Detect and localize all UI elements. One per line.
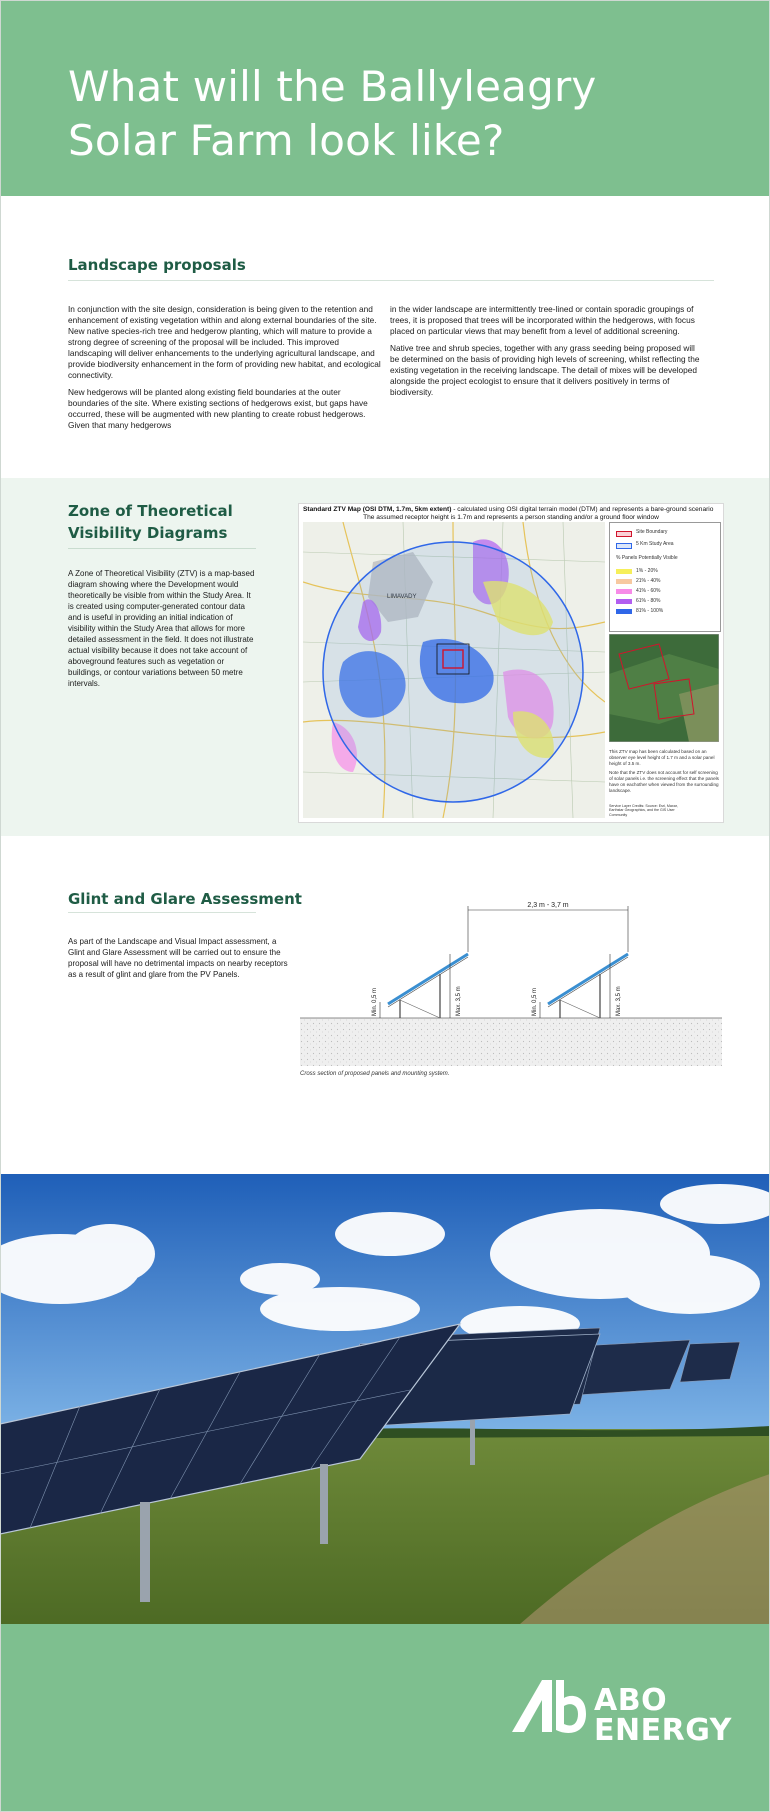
page-title: What will the Ballyleagry Solar Farm look like? (68, 62, 597, 165)
map-title-rest: - calculated using OSI digital terrain model (DTM) and represents a bare-ground scenario (451, 506, 714, 513)
min-height-label: Min. 0,5 m (372, 987, 378, 1016)
legend-heading: % Panels Potentially Visible (616, 555, 678, 561)
glint-title: Glint and Glare Assessment (68, 890, 302, 908)
paragraph: New hedgerows will be planted along existing field boundaries at the outer boundaries of the site. Where existing sections of hedgerows exist, but gaps have occurred, these will be augmented with new planting to create robust hedgerows. Given that many hedgerows (68, 387, 368, 430)
legend-study-area: 5 Km Study Area (636, 541, 674, 547)
glint-description: As part of the Landscape and Visual Impact assessment, a Glint and Glare Assessment will be carried out to ensure the proposal will have no detrimental impacts on nearby receptors as a result of glint and glare from the PV Panels. (68, 937, 288, 979)
max-height-label: Max. 3,5 m (456, 986, 462, 1016)
map-credit: Service Layer Credits: Source: Esri, Maxar, Earthstar Geographics, and the GIS User Community (609, 804, 678, 817)
legend-band: 41% - 60% (636, 588, 661, 594)
legend-band: 1% - 20% (636, 568, 658, 574)
map-subtitle: The assumed receptor height is 1.7m and represents a person standing and/or a ground floor window (363, 514, 659, 521)
map-title-bold: Standard ZTV Map (OSI DTM, 1.7m, 5km extent) (303, 506, 452, 513)
map-note-2: Note that the ZTV does not account for self screening of solar panels i.e. the screening effect that the panels have on eachother when viewed from the surrounding landscape. (609, 770, 719, 793)
ztv-description: A Zone of Theoretical Visibility (ZTV) is a map-based diagram showing where the Development would theoretically be visible from within the Study Area. It is created using computer-generated contour data and is useful in providing an initial indication of visibility within the Study Area that allows for more detailed assessment in the field. It does not illustrate actual visibility because it does not take account of aboveground features such as vegetation or buildings, or contour variations between 50 metre intervals. (68, 569, 255, 688)
paragraph: Native tree and shrub species, together with any grass seeding being proposed will be determined on the basis of providing high levels of screening, whilst reflecting the existing vegetation in the receiving landscape. The detail of mixes will be developed alongside the project ecologist to ensure that it delivers positively in terms of biodiversity. (390, 343, 700, 397)
figure-caption: Cross section of proposed panels and mounting system. (300, 1071, 450, 1077)
paragraph: in the wider landscape are intermittently tree-lined or contain sporadic groupings of trees, it is proposed that trees will be incorporated within the hedgerows, with focus placed on particular views that may benefit from a level of additional screening. (390, 304, 695, 336)
min-height-label: Min. 0,5 m (532, 987, 538, 1016)
legend-site-boundary: Site Boundary (636, 529, 668, 535)
legend-band: 61% - 80% (636, 598, 661, 604)
town-label: LIMAVADY (387, 594, 417, 600)
logo-line-1: ABO (594, 1683, 668, 1718)
legend-band: 81% - 100% (636, 608, 664, 614)
max-height-label: Max. 3,5 m (616, 986, 622, 1016)
logo-line-2: ENERGY (594, 1713, 732, 1748)
landscape-title: Landscape proposals (68, 256, 246, 274)
ztv-title-line-2: Visibility Diagrams (68, 524, 228, 542)
spacing-label: 2,3 m - 3,7 m (527, 902, 569, 909)
legend-band: 21% - 40% (636, 578, 661, 584)
map-note-1: This ZTV map has been calculated based on an observer eye level height of 1.7 m and a solar panel height of 3.5 m. (609, 749, 715, 766)
ztv-title-line-1: Zone of Theoretical (68, 502, 233, 520)
paragraph: In conjunction with the site design, consideration is being given to the retention and enhancement of existing vegetation within and along external boundaries of the site. New native species-rich tree and hedgerow planting, which will mature to provide a strong degree of screening of the proposal will be included. This improved landscaping will deliver enhancements to the underlying agricultural landscape, and provide biodiversity enhancement in the form of providing new habitat, and ecological connectivity. (68, 304, 381, 380)
